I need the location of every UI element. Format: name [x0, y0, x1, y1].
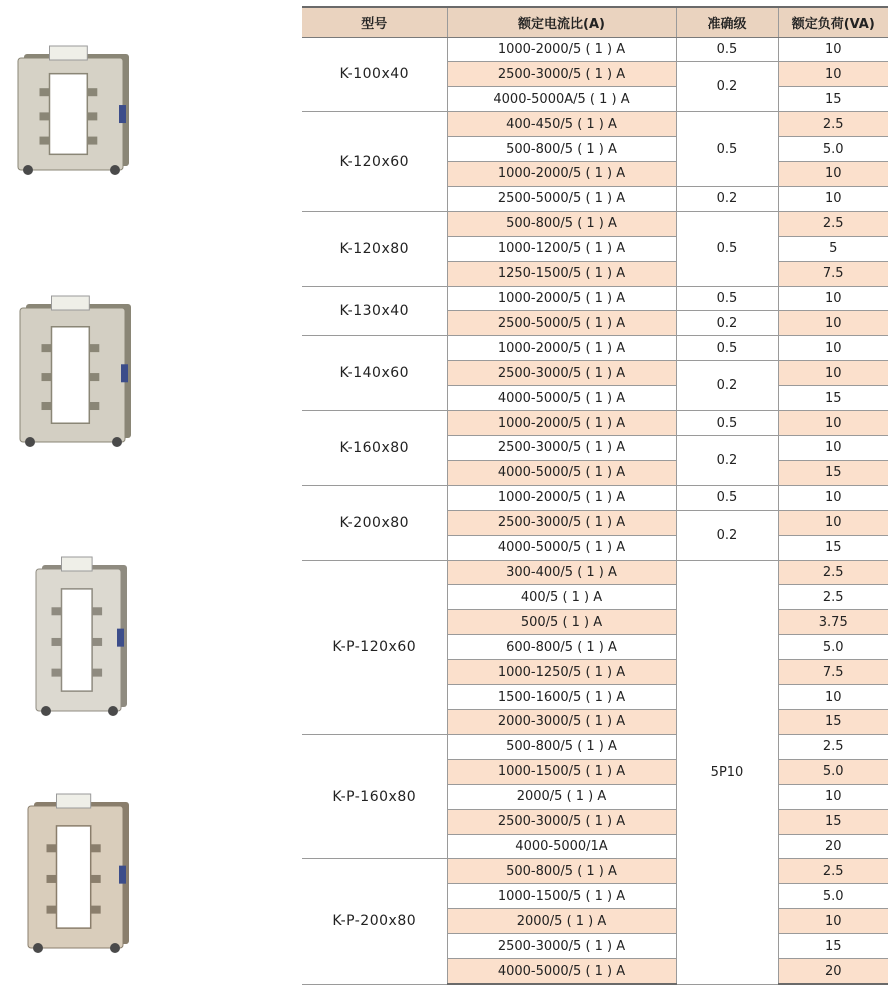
ratio-cell: 500-800/5 ( 1 ) A [447, 734, 676, 759]
load-cell: 10 [778, 784, 888, 809]
clamp-left [47, 844, 57, 852]
clamp-left [40, 112, 50, 120]
clamp-right [89, 344, 99, 352]
load-cell: 15 [778, 709, 888, 734]
ratio-cell: 1000-2000/5 ( 1 ) A [447, 162, 676, 187]
ratio-cell: 2500-3000/5 ( 1 ) A [447, 510, 676, 535]
load-cell: 7.5 [778, 261, 888, 286]
foot-right [110, 165, 120, 175]
ratio-cell: 500-800/5 ( 1 ) A [447, 211, 676, 236]
load-cell: 2.5 [778, 211, 888, 236]
clamp-left [47, 875, 57, 883]
accuracy-cell: 0.2 [676, 311, 778, 336]
load-cell: 15 [778, 386, 888, 411]
clamp-left [40, 88, 50, 96]
foot-left [25, 437, 35, 447]
load-cell: 2.5 [778, 560, 888, 585]
accuracy-cell: 0.2 [676, 62, 778, 112]
accuracy-cell: 0.5 [676, 37, 778, 62]
clamp-right [92, 669, 102, 677]
ratio-cell: 600-800/5 ( 1 ) A [447, 635, 676, 660]
ratio-cell: 4000-5000/5 ( 1 ) A [447, 386, 676, 411]
header-load: 额定负荷(VA) [778, 7, 888, 37]
transformer-photo-1 [12, 42, 137, 180]
clamp-left [42, 373, 52, 381]
load-cell: 5.0 [778, 759, 888, 784]
table-row [302, 286, 888, 311]
table-row [302, 336, 888, 361]
load-cell: 15 [778, 934, 888, 959]
clamp-right [89, 373, 99, 381]
window-opening [50, 74, 88, 155]
ratio-cell: 2000/5 ( 1 ) A [447, 784, 676, 809]
accuracy-cell: 0.2 [676, 361, 778, 411]
nameplate [119, 105, 126, 123]
ratio-cell: 500/5 ( 1 ) A [447, 610, 676, 635]
ratio-cell: 400/5 ( 1 ) A [447, 585, 676, 610]
foot-left [33, 943, 43, 953]
model-cell: K-P-120x60 [302, 560, 447, 734]
clamp-right [87, 112, 97, 120]
ratio-cell: 4000-5000/5 ( 1 ) A [447, 959, 676, 984]
ratio-cell: 400-450/5 ( 1 ) A [447, 112, 676, 137]
header-ratio: 额定电流比(A) [447, 7, 676, 37]
load-cell: 5 [778, 236, 888, 261]
load-cell: 20 [778, 959, 888, 984]
load-cell: 10 [778, 510, 888, 535]
load-cell: 10 [778, 311, 888, 336]
table-row [302, 734, 888, 759]
ratio-cell: 4000-5000A/5 ( 1 ) A [447, 87, 676, 112]
clamp-right [91, 844, 101, 852]
clamp-left [52, 607, 62, 615]
table-row [302, 112, 888, 137]
clamp-left [42, 344, 52, 352]
clamp-left [40, 137, 50, 145]
ratio-cell: 1000-2000/5 ( 1 ) A [447, 37, 676, 62]
table-row [302, 211, 888, 236]
ratio-cell: 500-800/5 ( 1 ) A [447, 859, 676, 884]
ratio-cell: 2500-5000/5 ( 1 ) A [447, 311, 676, 336]
load-cell: 10 [778, 485, 888, 510]
table-row [302, 411, 888, 436]
load-cell: 10 [778, 436, 888, 461]
load-cell: 2.5 [778, 112, 888, 137]
load-cell: 2.5 [778, 585, 888, 610]
load-cell: 2.5 [778, 859, 888, 884]
table-row [302, 859, 888, 884]
model-cell: K-130x40 [302, 286, 447, 336]
load-cell: 10 [778, 336, 888, 361]
model-cell: K-140x60 [302, 336, 447, 411]
foot-right [110, 943, 120, 953]
accuracy-cell: 0.5 [676, 485, 778, 510]
ratio-cell: 1000-2000/5 ( 1 ) A [447, 336, 676, 361]
load-cell: 10 [778, 186, 888, 211]
ratio-cell: 2500-3000/5 ( 1 ) A [447, 62, 676, 87]
clamp-right [91, 875, 101, 883]
clamp-right [91, 906, 101, 914]
terminal-cap [57, 794, 91, 808]
accuracy-cell: 5P10 [676, 560, 778, 984]
load-cell: 3.75 [778, 610, 888, 635]
table-row [302, 37, 888, 62]
ratio-cell: 2500-3000/5 ( 1 ) A [447, 809, 676, 834]
ratio-cell: 1000-1500/5 ( 1 ) A [447, 759, 676, 784]
transformer-photo-3 [30, 553, 135, 721]
ratio-cell: 2500-5000/5 ( 1 ) A [447, 186, 676, 211]
nameplate [119, 866, 126, 884]
ratio-cell: 2500-3000/5 ( 1 ) A [447, 934, 676, 959]
clamp-left [52, 669, 62, 677]
ratio-cell: 1250-1500/5 ( 1 ) A [447, 261, 676, 286]
ratio-cell: 2500-3000/5 ( 1 ) A [447, 361, 676, 386]
transformer-photo-2 [14, 292, 139, 452]
ratio-cell: 1000-2000/5 ( 1 ) A [447, 411, 676, 436]
terminal-cap [52, 296, 90, 310]
window-opening [52, 327, 90, 423]
ratio-cell: 1000-1500/5 ( 1 ) A [447, 884, 676, 909]
load-cell: 5.0 [778, 884, 888, 909]
clamp-right [87, 88, 97, 96]
foot-right [108, 706, 118, 716]
ratio-cell: 500-800/5 ( 1 ) A [447, 137, 676, 162]
terminal-cap [62, 557, 93, 571]
foot-left [23, 165, 33, 175]
load-cell: 15 [778, 535, 888, 560]
table-row [302, 560, 888, 585]
table-header-row [302, 7, 888, 37]
ratio-cell: 2000/5 ( 1 ) A [447, 909, 676, 934]
model-cell: K-P-160x80 [302, 734, 447, 859]
foot-right [112, 437, 122, 447]
accuracy-cell: 0.5 [676, 112, 778, 187]
accuracy-cell: 0.5 [676, 411, 778, 436]
load-cell: 15 [778, 809, 888, 834]
load-cell: 10 [778, 37, 888, 62]
ratio-cell: 2500-3000/5 ( 1 ) A [447, 436, 676, 461]
ratio-cell: 1000-2000/5 ( 1 ) A [447, 286, 676, 311]
ratio-cell: 1500-1600/5 ( 1 ) A [447, 685, 676, 710]
header-model: 型号 [302, 7, 447, 37]
spec-table [302, 6, 888, 985]
clamp-right [92, 607, 102, 615]
clamp-right [89, 402, 99, 410]
nameplate [117, 629, 124, 647]
accuracy-cell: 0.5 [676, 286, 778, 311]
load-cell: 10 [778, 62, 888, 87]
ratio-cell: 300-400/5 ( 1 ) A [447, 560, 676, 585]
load-cell: 2.5 [778, 734, 888, 759]
load-cell: 7.5 [778, 660, 888, 685]
load-cell: 10 [778, 685, 888, 710]
load-cell: 10 [778, 909, 888, 934]
ratio-cell: 1000-1250/5 ( 1 ) A [447, 660, 676, 685]
window-opening [57, 826, 91, 928]
load-cell: 10 [778, 361, 888, 386]
load-cell: 5.0 [778, 137, 888, 162]
accuracy-cell: 0.2 [676, 510, 778, 560]
load-cell: 15 [778, 460, 888, 485]
ratio-cell: 2000-3000/5 ( 1 ) A [447, 709, 676, 734]
model-cell: K-120x80 [302, 211, 447, 286]
clamp-left [52, 638, 62, 646]
clamp-left [47, 906, 57, 914]
load-cell: 20 [778, 834, 888, 859]
window-opening [62, 589, 93, 691]
load-cell: 10 [778, 286, 888, 311]
model-cell: K-P-200x80 [302, 859, 447, 984]
foot-left [41, 706, 51, 716]
ratio-cell: 4000-5000/5 ( 1 ) A [447, 460, 676, 485]
accuracy-cell: 0.5 [676, 211, 778, 286]
terminal-cap [50, 46, 88, 60]
model-cell: K-100x40 [302, 37, 447, 112]
model-cell: K-120x60 [302, 112, 447, 212]
ratio-cell: 4000-5000/5 ( 1 ) A [447, 535, 676, 560]
header-accuracy: 准确级 [676, 7, 778, 37]
nameplate [121, 364, 128, 382]
clamp-left [42, 402, 52, 410]
load-cell: 10 [778, 162, 888, 187]
accuracy-cell: 0.5 [676, 336, 778, 361]
ratio-cell: 1000-2000/5 ( 1 ) A [447, 485, 676, 510]
accuracy-cell: 0.2 [676, 436, 778, 486]
accuracy-cell: 0.2 [676, 186, 778, 211]
transformer-photo-4 [22, 790, 137, 958]
spec-body [302, 37, 888, 984]
clamp-right [92, 638, 102, 646]
load-cell: 15 [778, 87, 888, 112]
ratio-cell: 4000-5000/1A [447, 834, 676, 859]
model-cell: K-200x80 [302, 485, 447, 560]
clamp-right [87, 137, 97, 145]
load-cell: 10 [778, 411, 888, 436]
model-cell: K-160x80 [302, 411, 447, 486]
ratio-cell: 1000-1200/5 ( 1 ) A [447, 236, 676, 261]
load-cell: 5.0 [778, 635, 888, 660]
table-row [302, 485, 888, 510]
